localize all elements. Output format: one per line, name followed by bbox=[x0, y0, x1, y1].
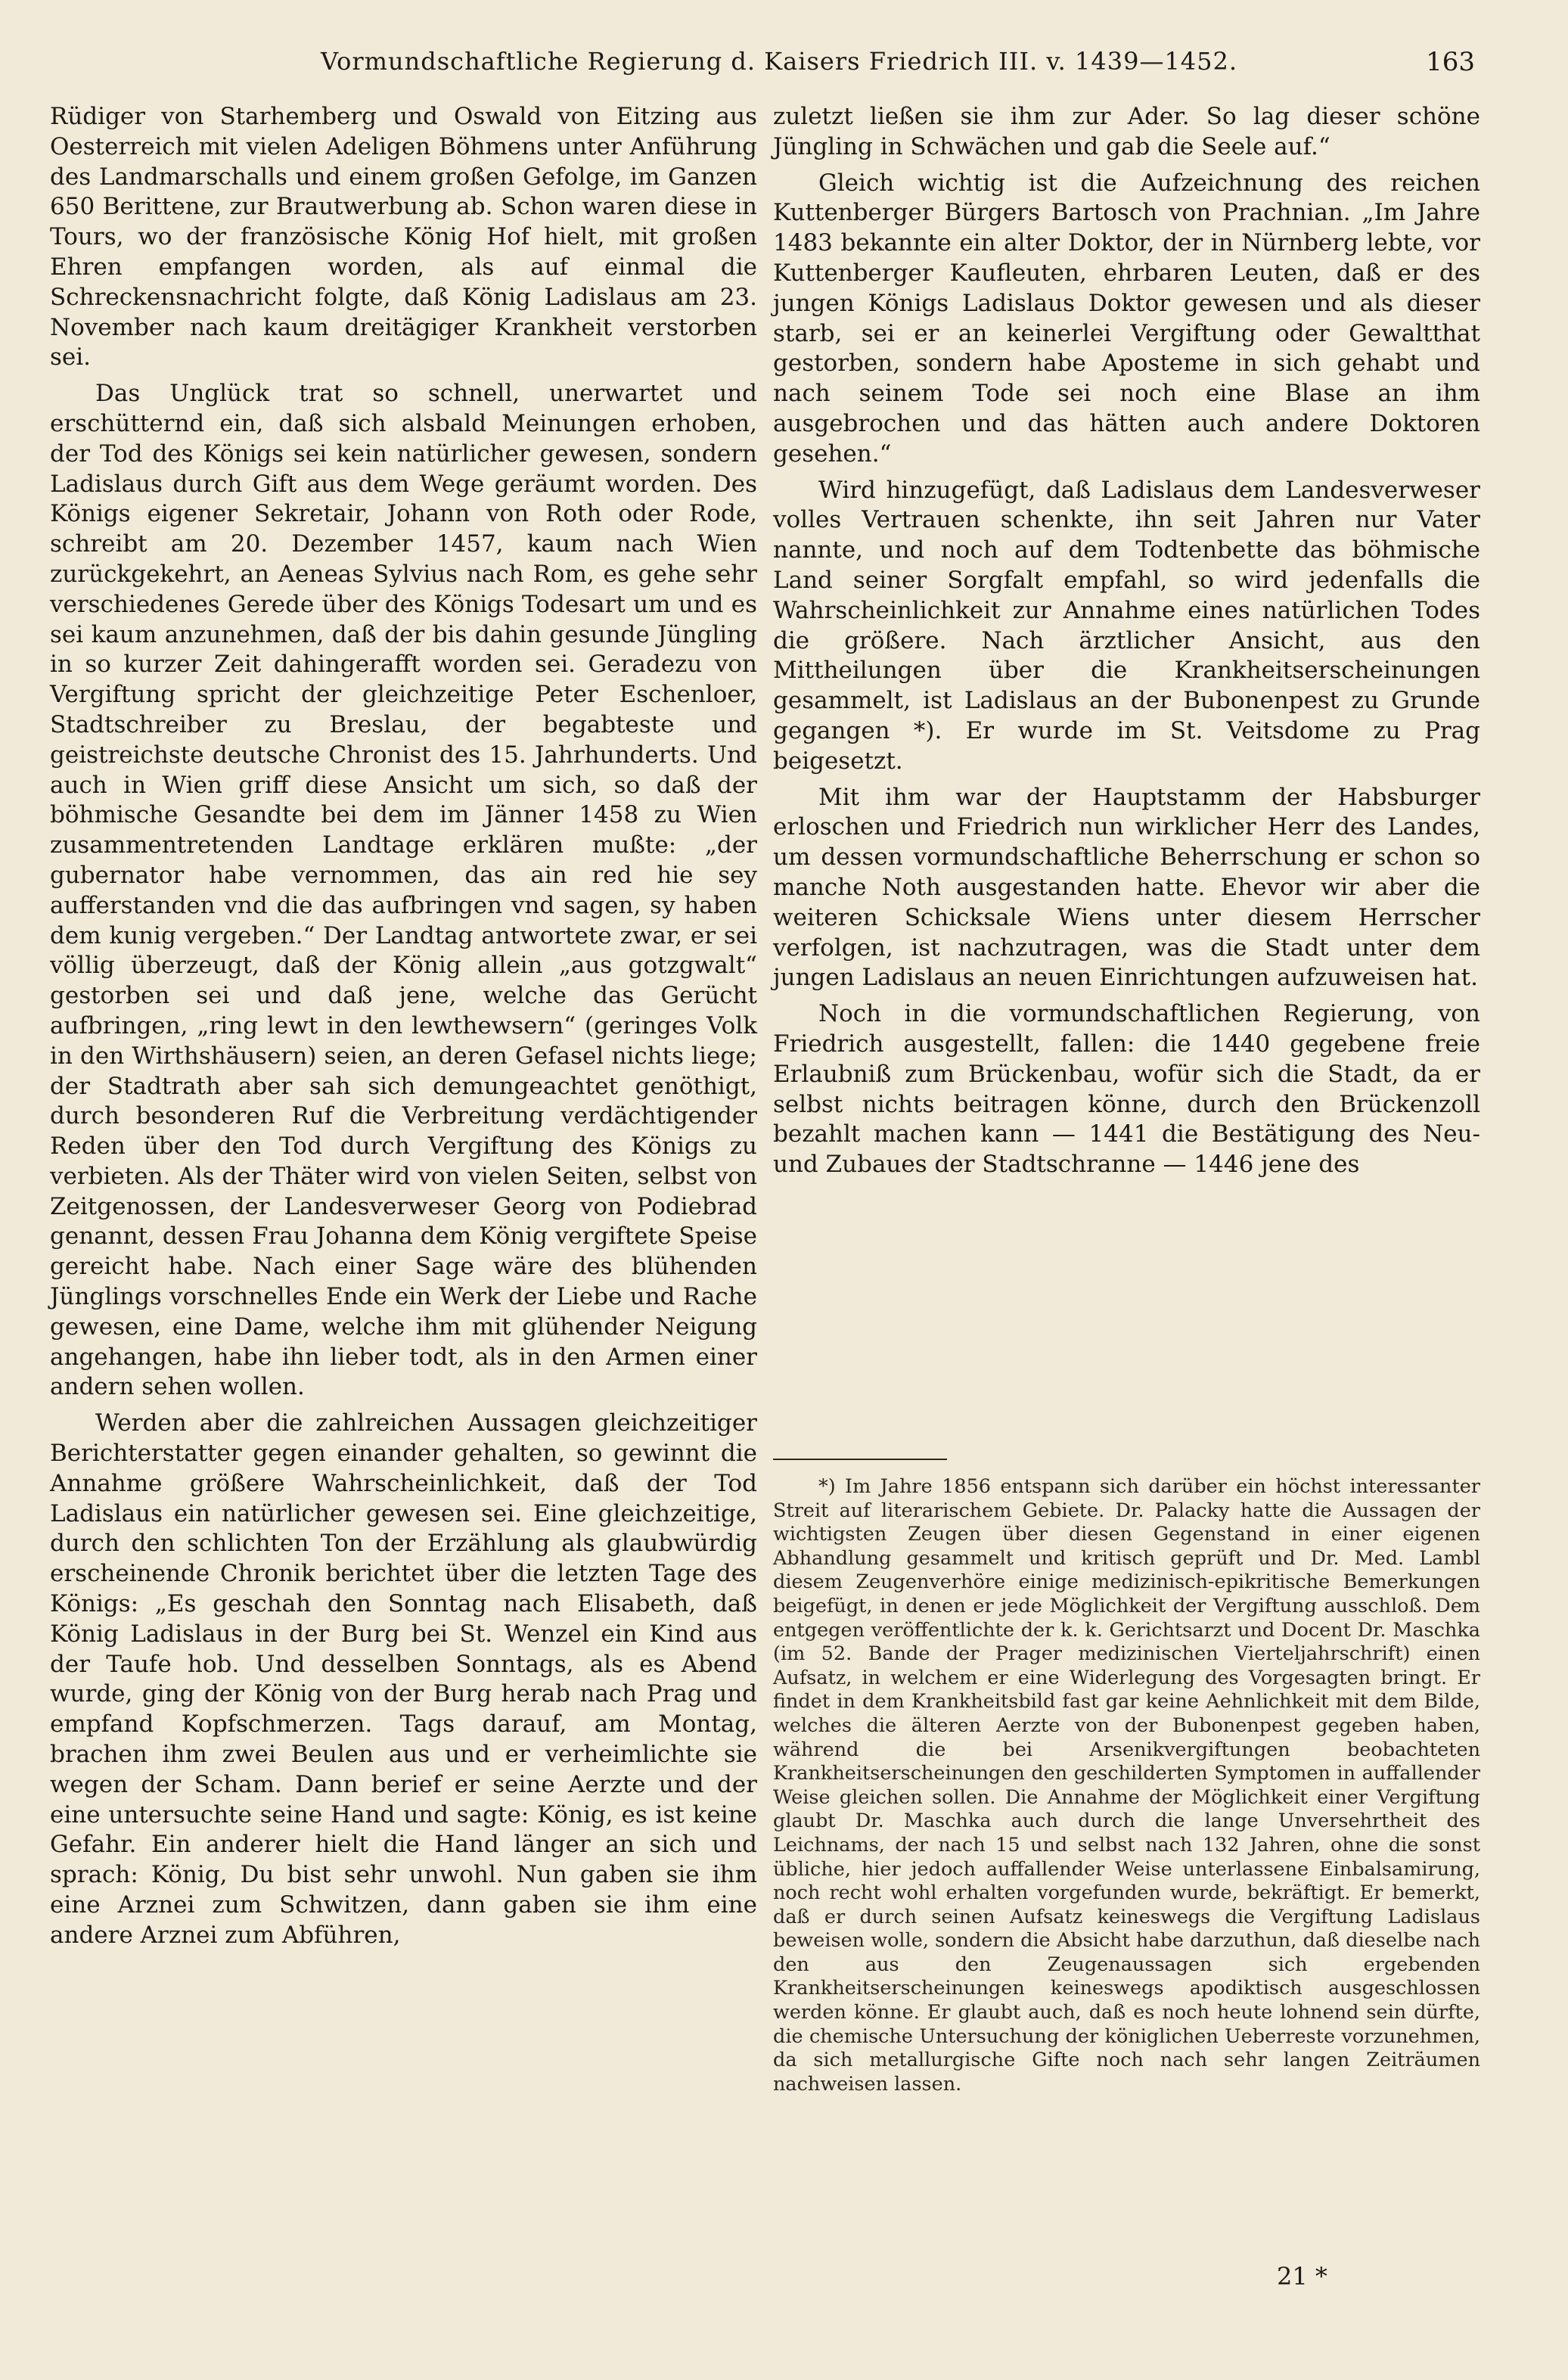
footnote-block bbox=[773, 1475, 1480, 2096]
paragraph: Gleich wichtig ist die Aufzeichnung des reichen Kuttenberger Bürgers Bartosch von Prachnian. „Im Jahre 1483 bekannte ein alter Doktor, der in Nürnberg lebte, vor Kuttenberger Kaufleuten, ehrbaren Leuten, daß er des jungen Königs Ladislaus Doktor gewesen und als dieser starb, sei er an keinerlei Vergiftung oder Gewaltthat gestorben, sondern habe Aposteme in sich gehabt und nach seinem Tode sei noch eine Blase an ihm ausgebrochen und das hätten auch andere Doktoren gesehen.“ bbox=[773, 169, 1480, 468]
paragraph: Wird hinzugefügt, daß Ladislaus dem Landesverweser volles Vertrauen schenkte, ihn seit Jahren nur Vater nannte, und noch auf dem Todtenbette das böhmische Land seiner Sorgfalt empfahl, so wird jedenfalls die Wahrscheinlichkeit zur Annahme eines natürlichen Todes die größere. Nach ärztlicher Ansicht, aus den Mittheilungen über die Krankheitserscheinungen gesammelt, ist Ladislaus an der Bubonenpest zu Grunde gegangen *). Er wurde im St. Veitsdome zu Prag beigesetzt. bbox=[773, 476, 1480, 775]
footnote: *) Im Jahre 1856 entspann sich darüber ein höchst interessanter Streit auf literarischem Gebiete. Dr. Palacky hatte die Aussagen der wichtigsten Zeugen über diesen Gegenstand in einer eigenen Abhandlung gesammelt und kritisch geprüft und Dr. Med. Lambl diesem Zeugenverhöre einige medizinisch-epikritische Bemerkungen beigefügt, in denen er jede Möglichkeit der Vergiftung ausschloß. Dem entgegen veröffentlichte der k. k. Gerichtsarzt und Docent Dr. Maschka (im 52. Bande der Prager medizinischen Vierteljahrschrift) einen Aufsatz, in welchem er eine Widerlegung des Vorgesagten bringt. Er findet in dem Krankheitsbild fast gar keine Aehnlichkeit mit dem Bilde, welches die älteren Aerzte von der Bubonenpest gegeben haben, während die bei Arsenikvergiftungen beobachteten Krankheitserscheinungen den geschilderten Symptomen in auffallender Weise gleichen sollen. Die Annahme der Möglichkeit einer Vergiftung glaubt Dr. Maschka auch durch die lange Unversehrtheit des Leichnams, der nach 15 und selbst nach 132 Jahren, ohne die sonst übliche, hier jedoch auffallender Weise unterlassene Einbalsamirung, noch recht wohl erhalten vorgefunden wurde, bekräftigt. Er bemerkt, daß er durch seinen Aufsatz keineswegs die Vergiftung Ladislaus beweisen wolle, sondern die Absicht habe darzuthun, daß dieselbe nach den aus den Zeugenaussagen sich ergebenden Krankheitserscheinungen keineswegs apodiktisch ausgeschlossen werden könne. Er glaubt auch, daß es noch heute lohnend sein dürfte, die chemische Untersuchung der königlichen Ueberreste vorzunehmen, da sich metallurgische Gifte noch nach sehr langen Zeiträumen nachweisen lassen. bbox=[773, 1475, 1480, 2096]
paragraph: Rüdiger von Starhemberg und Oswald von Eitzing aus Oesterreich mit vielen Adeligen Böhmens unter Anführung des Landmarschalls und einem großen Gefolge, im Ganzen 650 Berittene, zur Brautwerbung ab. Schon waren diese in Tours, wo der französische König Hof hielt, mit großen Ehren empfangen worden, als auf einmal die Schreckensnachricht folgte, daß König Ladislaus am 23. November nach kaum dreitägiger Krankheit verstorben sei. bbox=[50, 103, 757, 371]
right-column bbox=[773, 102, 1480, 2096]
paragraph: Mit ihm war der Hauptstamm der Habsburger erloschen und Friedrich nun wirklicher Herr des Landes, um dessen vormundschaftliche Beherrschung er schon so manche Noth ausgestanden hatte. Ehevor wir aber die weiteren Schicksale Wiens unter diesem Herrscher verfolgen, ist nachzutragen, was die Stadt unter dem jungen Ladislaus an neuen Einrichtungen aufzuweisen hat. bbox=[773, 783, 1480, 992]
signature-mark: 21 * bbox=[1277, 2262, 1327, 2291]
paragraph: zuletzt ließen sie ihm zur Ader. So lag dieser schöne Jüngling in Schwächen und gab die Seele auf.“ bbox=[773, 103, 1480, 160]
paragraph: Werden aber die zahlreichen Aussagen gleichzeitiger Berichterstatter gegen einander gehalten, so gewinnt die Annahme größere Wahrscheinlichkeit, daß der Tod Ladislaus ein natürlicher gewesen sei. Eine gleichzeitige, durch den schlichten Ton der Erzählung als glaubwürdig erscheinende Chronik berichtet über die letzten Tage des Königs: „Es geschah den Sonntag nach Elisabeth, daß König Ladislaus in der Burg bei St. Wenzel ein Kind aus der Taufe hob. Und desselben Sonntags, als es Abend wurde, ging der König von der Burg herab nach Prag und empfand Kopfschmerzen. Tags darauf, am Montag, brachen ihm zwei Beulen aus und er verheimlichte sie wegen der Scham. Dann berief er seine Aerzte und der eine untersuchte seine Hand und sagte: König, es ist keine Gefahr. Ein anderer hielt die Hand länger an sich und sprach: König, Du bist sehr unwohl. Nun gaben sie ihm eine Arznei zum Schwitzen, dann gaben sie ihm eine andere Arznei zum Abführen, bbox=[50, 1409, 757, 1949]
footnote-divider bbox=[773, 1459, 947, 1460]
left-column bbox=[50, 102, 757, 1951]
paragraph: Noch in die vormundschaftlichen Regierung, von Friedrich ausgestellt, fallen: die 1440 gegebene freie Erlaubniß zum Brückenbau, wofür sich die Stadt, da er selbst nichts beitragen könne, durch den Brückenzoll bezahlt machen kann — 1441 die Bestätigung des Neu- und Zubaues der Stadtschranne — 1446 jene des bbox=[773, 1000, 1480, 1179]
page-number: 163 bbox=[1426, 47, 1475, 77]
running-title: Vormundschaftliche Regierung d. Kaisers Friedrich III. v. 1439—1452. bbox=[320, 47, 1238, 76]
paragraph: Das Unglück trat so schnell, unerwartet und erschütternd ein, daß sich alsbald Meinungen erhoben, der Tod des Königs sei kein natürlicher gewesen, sondern Ladislaus durch Gift aus dem Wege geräumt worden. Des Königs eigener Sekretair, Johann von Roth oder Rode, schreibt am 20. Dezember 1457, kaum nach Wien zurückgekehrt, an Aeneas Sylvius nach Rom, es gehe sehr verschiedenes Gerede über des Königs Todesart um und es sei kaum anzunehmen, daß der bis dahin gesunde Jüngling in so kurzer Zeit dahingerafft worden sei. Geradezu von Vergiftung spricht der gleichzeitige Peter Eschenloer, Stadtschreiber zu Breslau, der begabteste und geistreichste deutsche Chronist des 15. Jahrhunderts. Und auch in Wien griff diese Ansicht um sich, so daß der böhmische Gesandte bei dem im Jänner 1458 zu Wien zusammentretenden Landtage erklären mußte: „der gubernator habe vernommen, das ain red hie sey aufferstanden vnd die das aufbringen vnd sagen, sy haben dem kunig vergeben.“ Der Landtag antwortete zwar, er sei völlig überzeugt, daß der König allein „aus gotzgwalt“ gestorben sei und daß jene, welche das Gerücht aufbringen, „ring lewt in den lewthewsern“ (geringes Volk in den Wirthshäusern) seien, an deren Gefasel nichts liege; der Stadtrath aber sah sich demungeachtet genöthigt, durch besonderen Ruf die Verbreitung verdächtigender Reden über den Tod durch Vergiftung des Königs zu verbieten. Als der Thäter wird von vielen Seiten, selbst von Zeitgenossen, der Landesverweser Georg von Podiebrad genannt, dessen Frau Johanna dem König vergiftete Speise gereicht habe. Nach einer Sage wäre des blühenden Jünglings vorschnelles Ende ein Werk der Liebe und Rache gewesen, eine Dame, welche ihm mit glühender Neigung angehangen, habe ihn lieber todt, als in den Armen einer andern sehen wollen. bbox=[50, 380, 757, 1401]
